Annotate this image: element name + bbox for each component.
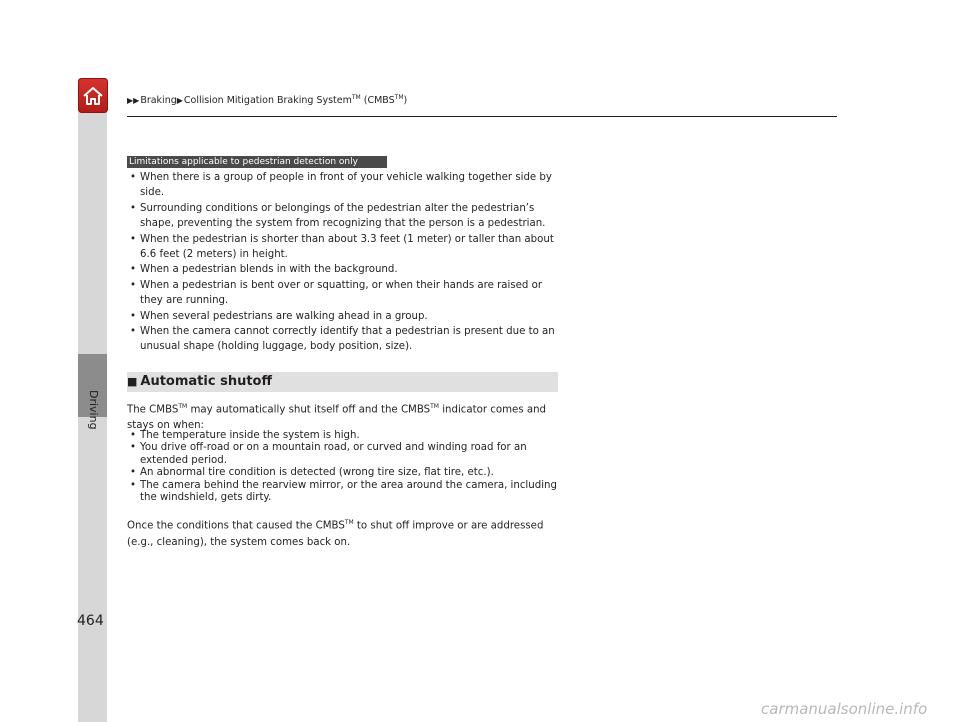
triangle-right-icon: ▶: [176, 96, 183, 106]
list-item: • You drive off-road or on a mountain road, or curved and winding road for an extended period.: [130, 442, 560, 467]
section-heading-automatic-shutoff: [127, 372, 558, 392]
square-marker-icon: ■: [127, 375, 138, 388]
home-button[interactable]: [78, 78, 108, 113]
list-item: • When a pedestrian blends in with the background.: [130, 262, 560, 277]
list-item: • When a pedestrian is bent over or squatting, or when their hands are raised or they are running.: [130, 278, 560, 309]
section-title: Automatic shutoff: [140, 374, 273, 389]
breadcrumb: [127, 94, 407, 106]
list-item: • When there is a group of people in front of your vehicle walking together side by side.: [130, 170, 560, 201]
list-item: • An abnormal tire condition is detected (wrong tire size, flat tire, etc.).: [130, 467, 560, 479]
list-item: • The temperature inside the system is high.: [130, 430, 560, 442]
list-item: • When several pedestrians are walking ahead in a group.: [130, 309, 560, 324]
limitations-tag: Limitations applicable to pedestrian detection only: [127, 156, 387, 168]
breadcrumb-cmbs[interactable]: Collision Mitigation Braking System™ (CMBS™): [183, 94, 408, 107]
page-number: 464: [77, 613, 104, 629]
list-item: • Surrounding conditions or belongings of the pedestrian alter the pedestrian’s shape, preventing the system from recognizing that the person is a pedestrian.: [130, 201, 560, 232]
breadcrumb-braking[interactable]: Braking: [140, 95, 177, 107]
shutoff-conditions-list: [130, 430, 560, 504]
limitations-list: [130, 170, 560, 355]
shutoff-intro: The CMBS™ may automatically shut itself off and the CMBS™ indicator comes and stays on when:: [127, 403, 547, 431]
section-label-driving[interactable]: Driving: [87, 390, 100, 430]
list-item: • When the pedestrian is shorter than about 3.3 feet (1 meter) or taller than about 6.6 feet (2 meters) in height.: [130, 232, 560, 263]
header-divider: [127, 116, 837, 117]
watermark: carmanualsonline.info: [761, 700, 928, 718]
triangle-right-icon: ▶▶: [127, 96, 140, 106]
shutoff-closing: Once the conditions that caused the CMBS™ to shut off improve or are addressed (e.g., cleaning), the system comes back on.: [127, 519, 544, 548]
home-icon: [82, 86, 104, 106]
list-item: • The camera behind the rearview mirror, or the area around the camera, including the windshield, gets dirty.: [130, 480, 560, 505]
list-item: • When the camera cannot correctly identify that a pedestrian is present due to an unusual shape (holding luggage, body position, size).: [130, 324, 560, 355]
